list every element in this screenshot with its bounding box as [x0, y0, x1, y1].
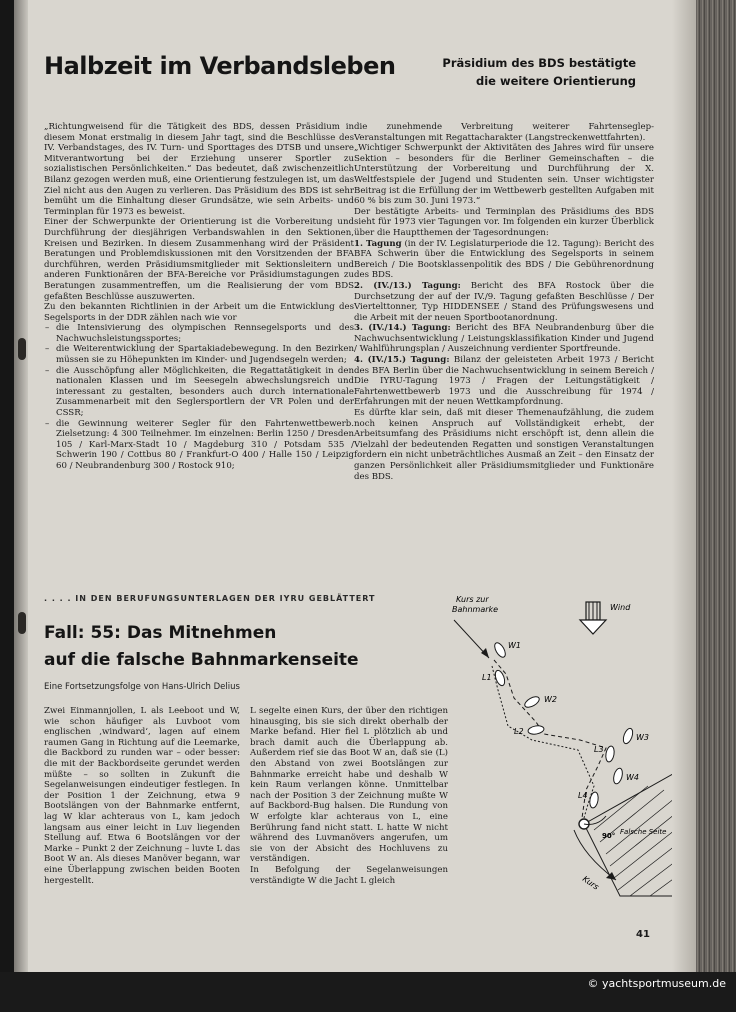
- case-column-1: [44, 706, 240, 886]
- meeting-item: [354, 281, 654, 323]
- section-kicker: . . . . IN DEN BERUFUNGSUNTERLAGEN DER IYRU GEBLÄTTERT: [44, 594, 376, 603]
- boat-label: W2: [544, 695, 557, 704]
- binder-hole: [18, 612, 26, 634]
- magazine-page: [14, 0, 696, 972]
- paragraph: die zunehmende Verbreitung weiterer Fahrtenseglер-Veranstaltungen mit Regattacharakter (Langstreckenwettfahrten).: [354, 122, 654, 143]
- book-page-edges: [696, 0, 736, 972]
- list-item: – die Gewinnung weiterer Segler für den Fahrtenwettbewerb. Zielsetzung: 4 300 Teilnehmer. Im einzelnen: Berlin 1250 / Dresden 105 / Karl-Marx-Stadt 10 / Magdeburg 310 / Potsdam 535 / Schwerin 190 / Cottbus 80 / Frankfurt-O 400 / Halle 150 / Leipzig 60 / Neubrandenburg 300 / Rostock 910;: [56, 419, 354, 472]
- list-item: – die Weiterentwicklung der Spartakiadebewegung. In den Bezirken müssen sie zu Höhepunkten im Kinder- und Jugendsegeln werden;: [56, 344, 354, 365]
- paragraph: Einer der Schwerpunkte der Orientierung ist die Vorbereitung und Durchführung der diesjährigen Verbandswahlen in den Sektionen, Kreisen und Bezirken. In diesem Zusammenhang wird der Präsident Beratungen und Problemdiskussionen mit den Vorsitzenden der BFA durchführen, werden Präsidiumsmitglieder mit Sektionsleitern und anderen Funktionären der BFA-Bereiche vor Präsidiumstagungen zu Beratungen zusammentreffen, um die Realisierung der vom BDS gefaßten Beschlüsse auszuwerten.: [44, 217, 354, 302]
- course-label: Bahnmarke: [452, 605, 499, 614]
- paragraph: Zu den bekannten Richtlinien in der Arbeit um die Entwicklung des Segelsports in der DDR zählen nach wie vor: [44, 302, 354, 323]
- boat-w4: [612, 767, 624, 785]
- wrong-side-label: Falsche Seite: [620, 828, 667, 836]
- list-item: – die Ausschöpfung aller Möglichkeiten, die Regattatätigkeit in den nationalen Klassen und im Seesegeln abwechslungsreich und interessant zu gestalten, besonders auch durch internationale Zusammenarbeit mit den Seglersportlern der VR Polen und der CSSR;: [56, 366, 354, 419]
- meeting-label: 4. (IV./15.) Tagung:: [354, 355, 450, 366]
- meeting-text: Bericht des BFA Rostock über die Durchsetzung der auf der IV./9. Tagung gefaßten Beschlüsse / Der Viertelttonner, Typ HIDDENSEE / Stand des Prüfungswesens und die Arbeit mit der neuen Sportbootanordnung.: [354, 280, 655, 323]
- meeting-label: 3. (IV./14.) Tagung:: [354, 323, 451, 334]
- course-arrow: [454, 620, 489, 658]
- paragraph: „Wichtiger Schwerpunkt der Aktivitäten des Jahres wird für unsere Sektion – besonders für die Berliner Gemeinschaften – die Unterstützung der Vorbereitung und Durchführung der X. Weltfestspiele der Jugend und Studenten sein. Unser wichtigster Beitrag ist die Erfüllung der im Wettbewerb gestellten Aufgaben mit 60 % bis zum 30. Juni 1973.“: [354, 143, 654, 207]
- rounding-diagram: [434, 590, 684, 910]
- case-title-line: Fall: 55: Das Mitnehmen: [44, 623, 277, 643]
- meeting-text: Bericht des BFA Neubrandenburg über die Nachwuchsentwicklung / Leistungsklassifikation Kinder und Jugend / Wahlführungsplan / Auszeichnung verdienter Sportfreunde.: [354, 323, 654, 355]
- paragraph: Der bestätigte Arbeits- und Terminplan des Präsidiums des BDS sieht für 1973 vier Tagungen vor. Im folgenden ein kurzer Überblick über die Hauptthemen der Tagesordnungen:: [354, 206, 654, 238]
- boat-label: L3: [594, 745, 604, 754]
- article-left-column: [44, 122, 354, 472]
- article-subhead: [442, 54, 636, 90]
- boat-label: W1: [508, 641, 521, 650]
- watermark: © yachtsportmuseum.de: [587, 977, 726, 990]
- case-title-line: auf die falsche Bahnmarkenseite: [44, 650, 359, 670]
- boat-w2: [523, 695, 541, 710]
- meeting-label: 1. Tagung: [354, 238, 402, 249]
- wind-label: Wind: [610, 603, 631, 612]
- boat-l4: [589, 791, 600, 808]
- angle-label: 90°: [602, 832, 616, 840]
- meeting-text: (in der IV. Legislaturperiode die 12. Tagung): Bericht des BFA Schwerin über die Entwicklung des Segelsports in seinem Bereich / Die Bootsklassenpolitik des BDS / Die Gebührenordnung des BDS.: [354, 238, 655, 281]
- subhead-line: die weitere Orientierung: [475, 74, 636, 88]
- boat-w3: [622, 727, 635, 745]
- byline: Eine Fortsetzungsfolge von Hans-Ulrich Delius: [44, 682, 240, 692]
- article-headline: Halbzeit im Verbandsleben: [44, 52, 396, 80]
- boat-l2: [527, 725, 544, 736]
- boat-label: L1: [482, 673, 492, 682]
- paragraph: Zwei Einmannjollen, L als Leeboot und W, wie schon häufiger als Luvboot vom englischen ‚windward‘, lagen auf einem raumen Gang in Richtung auf die Leemarke, die Backbord zu runden war – oder besser: die mit der Backbordseite gerundet werden müßte – so sollten in Zukunft die Segelanweisungen eindeutiger festlegen. In der Position 1 der Zeichnung, etwa 9 Bootslängen von der Bahnmarke entfernt, lag W klar achteraus von L, kam jedoch langsam aus einer leicht in Luv liegenden Stellung auf. Etwa 6 Bootslängen vor der Marke – Punkt 2 der Zeichnung – luvte L das Boot W an. Als dieses Manöver begann, war eine Überlappung zwischen beiden Booten hergestellt.: [44, 706, 240, 886]
- meeting-item: [354, 323, 654, 355]
- page-number: 41: [636, 929, 650, 940]
- case-title: [44, 620, 359, 674]
- list-item: – die Intensivierung des olympischen Rennsegelsports und des Nachwuchsleistungssportes;: [56, 323, 354, 344]
- boat-label: W3: [636, 733, 649, 742]
- case-column-2: [250, 706, 448, 886]
- course-arc-label: Kurs: [580, 874, 601, 892]
- article-right-column: [354, 122, 654, 482]
- paragraph: In Befolgung der Segelanweisungen verständigte W die Jacht L gleich: [250, 864, 448, 886]
- meeting-text: Bilanz der geleisteten Arbeit 1973 / Bericht des BFA Berlin über die Nachwuchsentwicklung in seinem Bereich / Die IYRU-Tagung 1973 / Fragen der Leitungstätigkeit / Fahrtenwettbewerb 1973 und die Ausschreibung für 1974 / Erfahrungen mit der neuen Wettkampfordnung.: [354, 355, 655, 408]
- book-spine-shadow: [0, 0, 14, 1012]
- meeting-label: 2. (IV./13.) Tagung:: [354, 280, 461, 291]
- meeting-item: [354, 355, 654, 408]
- boat-label: W4: [626, 773, 639, 782]
- binder-hole: [18, 338, 26, 360]
- subhead-line: Präsidium des BDS bestätigte: [442, 56, 636, 70]
- paragraph: „Richtungweisend für die Tätigkeit des BDS, dessen Präsidium in diesem Monat erstmalig in diesem Jahr tagt, sind die Beschlüsse des IV. Verbandstages, des IV. Turn- und Sporttages des DTSB und unsere Mitverantwortung bei der Erziehung unserer Sportler zu sozialistischen Persönlichkeiten.“ Das bedeutet, daß zwischenzeitlich Bilanz gezogen werden muß, eine Orientierung festzulegen ist, um das Ziel nicht aus den Augen zu verlieren. Das Präsidium des BDS ist sehr bemüht um die Einhaltung dieser Grundsätze, wie sein Arbeits- und Terminplan für 1973 es beweist.: [44, 122, 354, 217]
- course-label: Kurs zur: [456, 595, 489, 604]
- meeting-item: [354, 239, 654, 281]
- paragraph: L segelte einen Kurs, der über den richtigen hinausging, bis sie sich direkt oberhalb der Marke befand. Hier fiel L plötzlich ab und brach damit auch die Überlappung ab. Außerdem rief sie das Boot W an, daß sie (L) den Abstand von zwei Bootslängen zur Bahnmarke erreicht habe und deshalb W kein Raum verlangen könne. Unmittelbar nach der Position 3 der Zeichnung mußte W auf Backbord-Bug halsen. Die Rundung von W erfolgte klar achteraus von L, eine Berührung fand nicht statt. L hatte W nicht während des Luvmanövers angerufen, um sie von der Absicht des Hochluvens zu verständigen.: [250, 706, 448, 865]
- paragraph: Es dürfte klar sein, daß mit dieser Themenaufzählung, die zudem noch keinen Anspruch auf Vollständigkeit erhebt, der Arbeitsumfang des Präsidiums nicht erschöpft ist, denn allein die Vielzahl der bedeutenden Regatten und sonstigen Veranstaltungen fordern ein nicht unbeträchtliches Ausmaß an Zeit – den Einsatz der ganzen Persönlichkeit aller Präsidiumsmitglieder und Funktionäre des BDS.: [354, 408, 654, 482]
- boat-w1: [493, 641, 508, 659]
- boat-label: L4: [578, 791, 588, 800]
- course-path-l: [494, 660, 606, 818]
- bullet-list: [44, 323, 354, 471]
- boat-label: L2: [514, 727, 524, 736]
- wind-arrow-icon: [580, 602, 606, 634]
